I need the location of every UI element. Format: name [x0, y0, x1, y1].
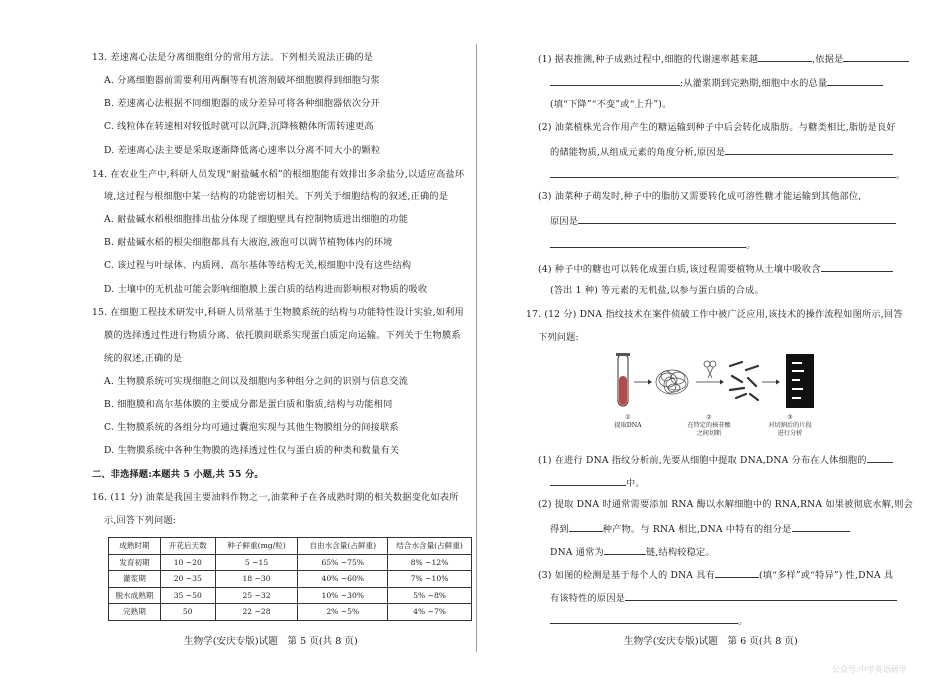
- answer-blank: [625, 591, 897, 601]
- section-two-heading: 二、非选择题:本题共 5 小题,共 55 分。: [92, 469, 264, 480]
- q17-part2-line2: 得到 种产物。与 RNA 相比,DNA 中特有的组分是: [550, 522, 850, 536]
- q13-stem: 13. 差速离心法是分离细胞组分的常用方法。下列相关说法正确的是: [92, 52, 374, 63]
- q16-part2-line1: (2) 油菜植株光合作用产生的糖运输到种子中后会转化成脂肪。与糖类相比,脂肪是良好: [538, 122, 896, 133]
- answer-blank: [569, 522, 603, 532]
- table-cell: 发育初期: [109, 554, 161, 571]
- arrowhead-icon: [776, 380, 780, 385]
- q13-option-d: D. 差速离心法主要是采取逐渐降低离心速率以分离不同大小的颗粒: [104, 145, 381, 156]
- table-row: [109, 604, 472, 621]
- q15-option-b: B. 细胞膜和高尔基体膜的主要成分都是蛋白质和脂质,结构与功能相同: [104, 399, 393, 410]
- q14-option-a: A. 耐盐碱水稻根细胞排出盐分体现了细胞壁具有控制物质进出细胞的功能: [104, 214, 409, 225]
- watermark: 公众号:中学英语研学: [832, 665, 907, 674]
- answer-blank: [792, 522, 850, 532]
- q16-part4-line1: (4) 种子中的糖也可以转化成蛋白质,该过程需要植物从土壤中吸收含: [538, 262, 893, 276]
- q17-part3-line2: 有该特性的原因是: [550, 591, 897, 605]
- answer-blank: [827, 76, 883, 86]
- q14-option-b: B. 耐盐碱水稻的根尖细胞都具有大液泡,液泡可以调节植物体内的环境: [104, 237, 393, 248]
- left-page-footer: 生物学(安庆专版)试题 第 5 页(共 8 页): [184, 636, 358, 647]
- table-cell: 灌浆期: [109, 571, 161, 588]
- table-cell: 20 ~35: [160, 571, 215, 588]
- q15-stem-2: 膜的选择透过性进行物质分离、依托膜间联系实现蛋白质定向运输。下列关于生物膜系: [104, 330, 461, 341]
- q16-part4-line2: (答出 1 种) 等元素的无机盐,以参与蛋白质的合成。: [550, 285, 764, 296]
- q16-part3-line3: 。: [550, 238, 755, 252]
- table-row: [109, 554, 472, 571]
- q14-option-d: D. 土壤中的无机盐可能会影响细胞膜上蛋白质的结构进而影响根对物质的吸收: [104, 284, 428, 295]
- table-cell: 18 ~30: [215, 571, 298, 588]
- scissors-icon: [704, 361, 716, 378]
- q15-stem-1: 15. 在细胞工程技术研发中,科研人员常基于生物膜系统的结构与功能特性设计实验,如利用: [92, 307, 464, 318]
- answer-blank: [867, 453, 893, 463]
- q13-option-c: C. 线粒体在转速相对较低时就可以沉降,沉降核糖体所需转速更高: [104, 121, 374, 132]
- q17-part1-line2: 中。: [550, 476, 645, 490]
- table-cell: 35 ~50: [160, 587, 215, 604]
- table-cell: 7% ~10%: [388, 571, 472, 588]
- answer-blank: [725, 145, 893, 155]
- figure-caption-3: ③ 对切割后的片段 进行分析: [768, 414, 812, 437]
- answer-blank: [550, 168, 896, 178]
- answer-blank: [604, 545, 646, 555]
- table-header: 自由水含量(占鲜重): [298, 538, 388, 555]
- table-header: 种子鲜重(mg/粒): [215, 538, 298, 555]
- q16-part1-line1: (1) 据表推测,种子成熟过程中,细胞的代谢速率越来越 ,依据是: [538, 52, 909, 66]
- table-cell: 22 ~28: [215, 604, 298, 621]
- answer-blank: [550, 238, 746, 248]
- table-header-row: [109, 538, 472, 555]
- q16-part2-line3: 。: [550, 168, 905, 182]
- table-row: [109, 571, 472, 588]
- test-tube-icon: [616, 353, 630, 406]
- table-row: [109, 587, 472, 604]
- q16-part1-line3: (填“下降”“不变”或“上升”)。: [550, 99, 672, 110]
- q16-part2-line2: 的储能物质,从组成元素的角度分析,原因是: [550, 145, 893, 159]
- table-cell: 25 ~32: [215, 587, 298, 604]
- q17-stem-2: 下列问题:: [538, 332, 579, 343]
- answer-blank: [550, 76, 680, 86]
- table-cell: 65% ~75%: [298, 554, 388, 571]
- figure-caption-1: ① 提取DNA: [614, 414, 642, 429]
- table-header: 成熟时期: [109, 538, 161, 555]
- table-cell: 5 ~15: [215, 554, 298, 571]
- answer-blank: [578, 214, 896, 224]
- answer-blank: [843, 52, 909, 62]
- q17-part2-line3: DNA 通常为 链,结构较稳定。: [550, 547, 715, 558]
- q17-stem-1: 17. (12 分) DNA 指纹技术在案件侦破工作中被广泛应用,该技术的操作流程如图所示,回答: [526, 309, 903, 320]
- q14-stem-1: 14. 在农业生产中,科研人员发现“耐盐碱水稻”的根细胞能有效排出多余盐分,以适应高盐环: [92, 169, 465, 180]
- table-cell: 8% ~12%: [388, 554, 472, 571]
- q14-stem-2: 境,这过程与根细胞中某一结构的功能密切相关。下列关于细胞结构的叙述,正确的是: [104, 191, 449, 202]
- q17-part3-line3: 。: [550, 614, 747, 628]
- dna-fingerprint-figure: [608, 352, 828, 412]
- q15-option-d: D. 生物膜系统中各种生物膜的选择透过性仅与蛋白质的种类和数量有关: [104, 445, 400, 456]
- page-divider: [476, 44, 477, 652]
- table-cell: 10% ~30%: [298, 587, 388, 604]
- q14-option-c: C. 该过程与叶绿体、内质网、高尔基体等结构无关,根细胞中没有这些结构: [104, 260, 412, 271]
- q17-part3-line1: (3) 如图的检测是基于每个人的 DNA 具有 (填“多样”或“特异”) 性,DNA 具: [538, 570, 894, 581]
- figure-caption-2: ② 在特定的核苷酸 之间切断: [687, 414, 731, 437]
- q16-stem-1: 16. (11 分) 油菜是我国主要油料作物之一,油菜种子在各成熟时期的相关数据变化如表所: [92, 492, 459, 503]
- arrowhead-icon: [720, 380, 724, 385]
- q17-part1-line1: (1) 在进行 DNA 指纹分析前,先要从细胞中提取 DNA,DNA 分布在人体细胞的: [538, 453, 893, 467]
- table-header: 开花后天数: [160, 538, 215, 555]
- table-cell: 2% ~5%: [298, 604, 388, 621]
- dna-fragments-icon: [730, 362, 758, 400]
- table-cell: 4% ~7%: [388, 604, 472, 621]
- table-cell: 脱水成熟期: [109, 587, 161, 604]
- table-header: 结合水含量(占鲜重): [388, 538, 472, 555]
- q15-option-a: A. 生物膜系统可实现细胞之间以及细胞内多种组分之间的识别与信息交流: [104, 376, 409, 387]
- answer-blank: [758, 52, 812, 62]
- q15-option-c: C. 生物膜系统的各组分均可通过囊泡实现与其他生物膜组分的间接联系: [104, 422, 399, 433]
- table-cell: 10 ~20: [160, 554, 215, 571]
- answer-blank: [550, 614, 738, 624]
- q16-part3-line2: 原因是: [550, 214, 896, 228]
- table-cell: 40% ~60%: [298, 571, 388, 588]
- q13-option-a: A. 分离细胞器前需要利用两酮等有机溶剂破坏细胞膜得到细胞匀浆: [104, 75, 380, 86]
- answer-blank: [550, 476, 626, 486]
- q17-part2-line1: (2) 提取 DNA 时通常需要添加 RNA 酶以水解细胞中的 RNA,RNA 如果被彻底水解,则会: [538, 499, 913, 510]
- right-page-footer: 生物学(安庆专版)试题 第 6 页(共 8 页): [624, 636, 798, 647]
- arrowhead-icon: [648, 380, 652, 385]
- q15-stem-3: 统的叙述,正确的是: [104, 353, 183, 364]
- table-cell: 完熟期: [109, 604, 161, 621]
- table-cell: 5% ~8%: [388, 587, 472, 604]
- answer-blank: [715, 568, 759, 578]
- answer-blank: [821, 262, 893, 272]
- q16-part1-line2: ;从灌浆期到完熟期,细胞中水的总量: [550, 76, 883, 90]
- q16-part3-line1: (3) 油菜种子萌发时,种子中的脂肪又需要转化成可溶性糖才能运输到其他部位,: [538, 191, 862, 202]
- q13-option-b: B. 差速离心法根据不同细胞器的成分差异可将各种细胞器依次分开: [104, 98, 381, 109]
- q16-stem-2: 示,回答下列问题:: [104, 515, 177, 526]
- table-cell: 50: [160, 604, 215, 621]
- q16-data-table: [108, 537, 472, 621]
- gel-bands-icon: [786, 354, 814, 408]
- dna-tangle-icon: [656, 370, 688, 394]
